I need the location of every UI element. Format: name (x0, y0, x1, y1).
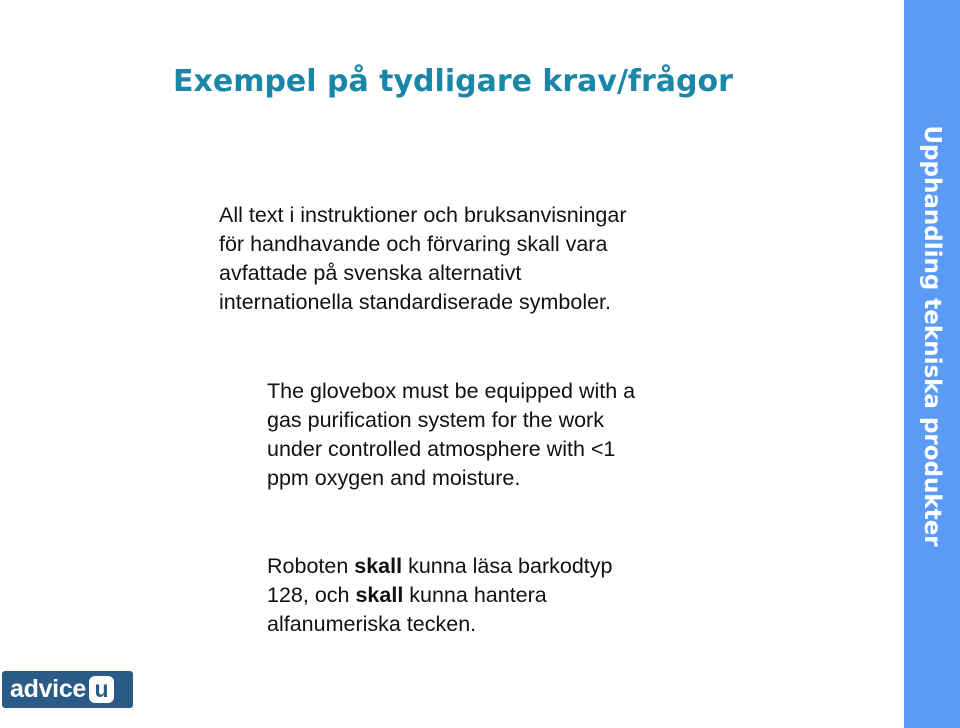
paragraph-glovebox-requirement (267, 377, 635, 493)
paragraph-line (267, 581, 612, 610)
paragraph-line: All text i instruktioner och bruksanvisningar (219, 203, 627, 227)
paragraph-robot-barcode (267, 552, 612, 639)
paragraph-instructions-language (219, 201, 627, 317)
paragraph-line: alfanumeriska tecken. (267, 612, 477, 636)
paragraph-line (267, 552, 612, 581)
paragraph-line: ppm oxygen and moisture. (267, 466, 521, 490)
logo-wordmark: advice (10, 675, 87, 703)
slide-title: Exempel på tydligare krav/frågor (173, 64, 733, 99)
logo-u-mark: u (89, 676, 114, 703)
paragraph-line: under controlled atmosphere with <1 (267, 437, 616, 461)
emphasis-skall: skall (355, 583, 404, 607)
paragraph-line: för handhavande och förvaring skall vara (219, 232, 608, 256)
paragraph-line: internationella standardiserade symboler. (219, 290, 612, 314)
text-segment: Roboten (267, 554, 355, 578)
side-banner-label: Upphandling tekniska produkter (919, 125, 945, 547)
text-segment: 128, och (267, 583, 356, 607)
paragraph-line: The glovebox must be equipped with a (267, 379, 636, 403)
advice-u-logo (2, 671, 133, 708)
text-segment: kunna läsa barkodtyp (402, 554, 613, 578)
side-banner (904, 0, 960, 728)
paragraph-line: gas purification system for the work (267, 408, 604, 432)
emphasis-skall: skall (354, 554, 403, 578)
text-segment: kunna hantera (403, 583, 547, 607)
paragraph-line: avfattade på svenska alternativt (219, 261, 522, 285)
